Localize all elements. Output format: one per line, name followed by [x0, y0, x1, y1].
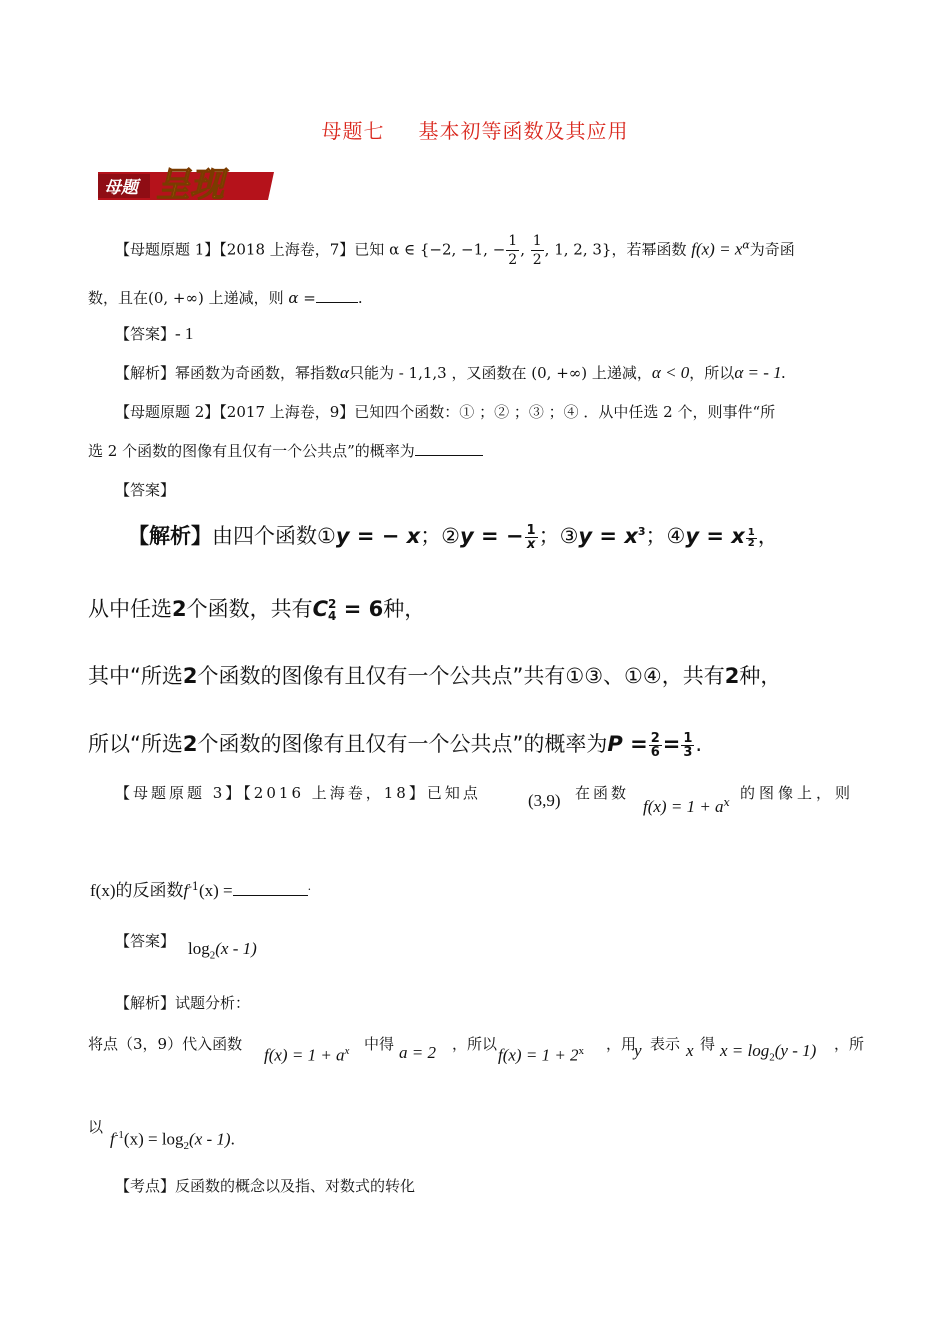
solution-3-y: y [634, 1041, 642, 1060]
fraction: $\frac{1}{2}$ [508, 233, 518, 268]
solution-2-line-2: 从中任选2个函数，共有C 2 4 = 6种， [88, 597, 426, 623]
problem-3-mid: 在函数 [575, 784, 630, 802]
banner-text-1: 母题 [104, 178, 138, 198]
answer-2: 【答案】 [115, 481, 176, 499]
key-point: 【考点】反函数的概念以及指、对数式的转化 [115, 1177, 416, 1195]
solution-3-a-value: a = 2 [399, 1043, 436, 1062]
solution-2-line-3: 其中“所选2个函数的图像有且仅有一个公共点”共有①③、①④，共有2种， [88, 664, 782, 688]
solution-3-end: ，所 [834, 1035, 865, 1053]
solution-3-mid-2: ，所以 [452, 1035, 498, 1053]
solution-3-func-1: $f(x) = 1 + a^x$ [264, 1045, 350, 1065]
problem-1-line-1: 【母题原题 1】【2018 上海卷，7】已知 α ∈ {−2, −1, − $\frac{1}{2}$ , $\frac{1}{2}$ , 1, 2, 3}，若幂函数 $f(x) = x^\alpha$为奇函 [115, 233, 795, 268]
solution-1: 【解析】幂函数为奇函数，幂指数α只能为 - 1,1,3 ，又函数在 (0, +∞) 上递减，α < 0，所以α = - 1. [115, 363, 786, 382]
solution-3-mid-4: 表示 [650, 1035, 681, 1053]
problem-2-line-1: 【母题原题 2】【2017 上海卷，9】已知四个函数：① ；② ；③ ；④ ．从中任选 2 个，则事件“所 [115, 403, 776, 421]
fraction: $\frac{1}{2}$ [532, 233, 542, 268]
problem-3-line-2: f(x)的反函数$f^{-1}(x) = ^.$ [90, 880, 312, 900]
banner-text-2: 呈现 [156, 165, 224, 204]
fraction: $\frac{2}{6}$ [650, 730, 660, 760]
problem-3-line-1: 【母题原题 3】【2016 上海卷，18】已知点 [115, 784, 481, 802]
problem-3-tail: 的图像上，则 [740, 784, 855, 802]
solution-3-mid-5: 得 [700, 1035, 716, 1053]
fraction: $\frac{1}{x}$ [526, 522, 536, 552]
problem-3-function: $f(x) = 1 + a^x$ [643, 796, 730, 816]
answer-1: 【答案】- 1 [115, 324, 194, 343]
fraction: $\frac{1}{2}$ [747, 527, 755, 549]
answer-blank [316, 288, 358, 303]
banner-graphic [98, 160, 274, 204]
solution-3-line-2-pre: 以 [88, 1118, 104, 1136]
solution-3-label: 【解析】试题分析： [115, 994, 251, 1012]
solution-3-line-2: $f^{-1}(x) = \log_2(x - 1)$. [110, 1129, 235, 1153]
section-banner [98, 160, 274, 204]
solution-3-result: $x = \log_2(y - 1)$ [720, 1041, 817, 1064]
fraction: $\frac{1}{3}$ [683, 730, 693, 760]
solution-2-line-1: 【解析】由四个函数①y = − x；②y = − $\frac{1}{x}$ ；③y = $x^3$；④y = x $\frac{1}{2}$ ， [128, 522, 779, 552]
answer-blank [233, 881, 308, 896]
solution-3-line-1: 将点（3，9）代入函数 [88, 1035, 243, 1053]
problem-2-line-2: 选 2 个函数的图像有且仅有一个公共点”的概率为 [88, 440, 483, 462]
solution-3-func-2: $f(x) = 1 + 2^x$ [498, 1045, 585, 1065]
solution-3-mid-1: 中得 [364, 1035, 395, 1053]
answer-3-label: 【答案】 [115, 932, 176, 950]
problem-1-line-2: 数，且在(0, +∞) 上递减，则 α = . [88, 289, 363, 307]
answer-blank [415, 441, 483, 456]
solution-3-x: x [686, 1041, 694, 1060]
point-3-9: (3,9) [528, 791, 561, 810]
page-title: 母题七 基本初等函数及其应用 [321, 119, 629, 143]
solution-3-mid-3: ，用 [606, 1035, 637, 1053]
combination-indices: 2 4 [328, 597, 337, 623]
solution-2-line-4: 所以“所选2个函数的图像有且仅有一个公共点”的概率为P = $\frac{2}{6}$ = $\frac{1}{3}$ . [88, 730, 703, 760]
answer-3-value: $\log_2(x - 1)$ [188, 939, 257, 962]
